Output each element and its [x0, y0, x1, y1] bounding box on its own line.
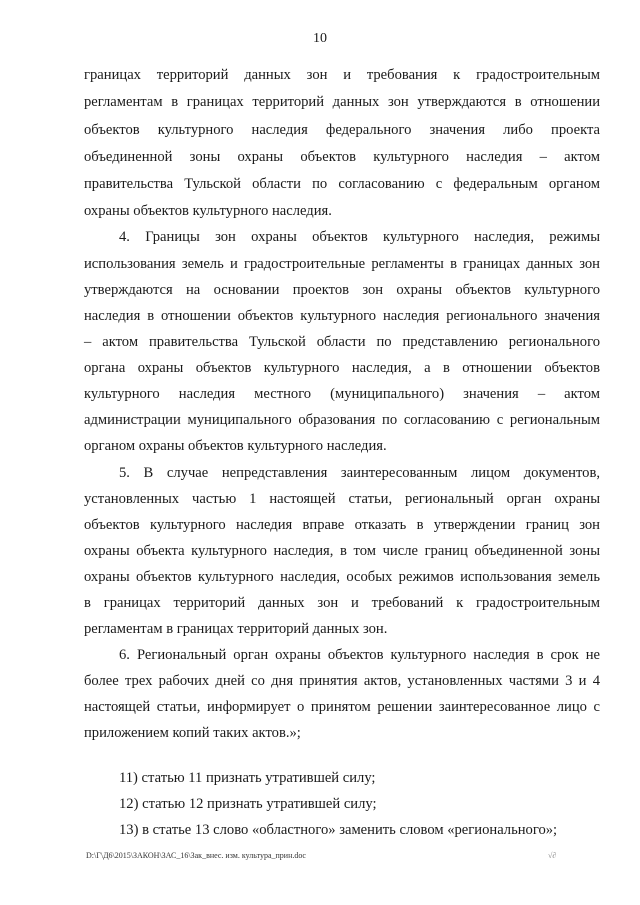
text-line: более трех рабочих дней со дня принятия актов, установленных частями 3 и 4 [84, 673, 600, 689]
text-line: границах территорий данных зон и требования к градостроительным [84, 67, 600, 83]
text-line: объектов культурного наследия федерального значения либо проекта [84, 122, 600, 138]
text-line: использования земель и градостроительные регламенты в границах данных зон [84, 256, 600, 272]
text-line: приложением копий таких актов.»; [84, 725, 301, 741]
text-line: органа охраны объектов культурного наследия, а в отношении объектов [84, 360, 600, 376]
text-line: объектов культурного наследия вправе отказать в утверждении границ зон [84, 517, 600, 533]
list-item: 12) статью 12 признать утратившей силу; [119, 796, 377, 812]
text-line: 6. Региональный орган охраны объектов культурного наследия в срок не [119, 647, 600, 663]
scan-mark: √∂ [548, 851, 557, 860]
text-line: охраны объектов культурного наследия, особых режимов использования земель [84, 569, 600, 585]
text-line: 4. Границы зон охраны объектов культурного наследия, режимы [119, 229, 600, 245]
text-line: регламентам в границах территорий данных зон утверждаются в отношении [84, 94, 600, 110]
text-line: охраны объектов культурного наследия. [84, 203, 332, 219]
footer-file-path: D:\Г\Д6\2015\ЗАКОН\ЗАС_16\Зак_внес. изм. культура_прин.doc [86, 851, 306, 860]
text-line: утверждаются на основании проектов зон охраны объектов культурного [84, 282, 600, 298]
text-line: правительства Тульской области по согласованию с федеральным органом [84, 176, 600, 192]
text-line: органом охраны объектов культурного наследия. [84, 438, 387, 454]
text-line: наследия в отношении объектов культурного наследия регионального значения [84, 308, 600, 324]
text-line: – актом правительства Тульской области по представлению регионального [84, 334, 600, 350]
text-line: 5. В случае непредставления заинтересованным лицом документов, [119, 465, 600, 481]
text-line: в границах территорий данных зон и требований к градостроительным [84, 595, 600, 611]
text-line: администрации муниципального образования по согласованию с региональным [84, 412, 600, 428]
text-line: настоящей статьи, информирует о принятом решении заинтересованное лицо с [84, 699, 600, 715]
text-line: регламентам в границах территорий данных зон. [84, 621, 388, 637]
list-item: 13) в статье 13 слово «областного» заменить словом «регионального»; [119, 822, 558, 838]
text-line: охраны объекта культурного наследия, в том числе границ объединенной зоны [84, 543, 600, 559]
page-number: 10 [313, 31, 327, 46]
text-line: культурного наследия местного (муниципального) значения – актом [84, 386, 600, 402]
list-item: 11) статью 11 признать утратившей силу; [119, 770, 376, 786]
text-line: установленных частью 1 настоящей статьи, региональный орган охраны [84, 491, 600, 507]
text-line: объединенной зоны охраны объектов культурного наследия – актом [84, 149, 600, 165]
